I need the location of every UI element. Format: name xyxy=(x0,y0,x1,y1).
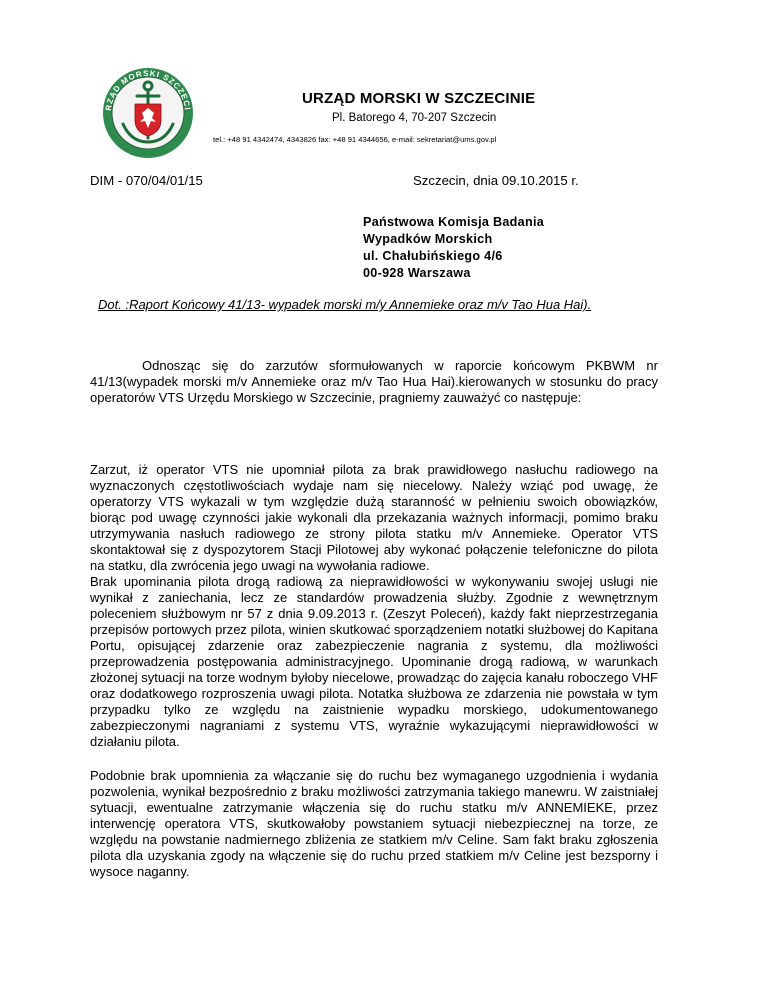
document-date: Szczecin, dnia 09.10.2015 r. xyxy=(413,173,579,188)
recipient-address xyxy=(363,214,544,282)
paragraph-argument xyxy=(90,462,658,750)
paragraph-conclusion: Podobnie brak upomnienia za włączanie się do ruchu bez wymaganego uzgodnienia i wydania pozwolenia, wynikał bezpośrednio z braku możliwości zatrzymania takiego manewru. W zaistniałej sytuacji, ewentualne zatrzymanie włączenia się do ruchu statku m/v ANNEMIEKE, przez interwencję operatora VTS, skutkowałoby powstaniem sytuacji niebezpiecznej na torze, ze względu na powstanie nadmiernego zbliżenia ze statkiem m/v Celine. Sam fakt braku zgłoszenia pilota dla uzyskania zgody na włączenie się do ruchu przed statkiem m/v Celine jest bezsporny i wysoce naganny. xyxy=(90,768,658,879)
office-name: URZĄD MORSKI W SZCZECINIE xyxy=(302,90,536,107)
recipient-line-3: ul. Chałubińskiego 4/6 xyxy=(363,249,503,263)
recipient-line-4: 00-928 Warszawa xyxy=(363,266,471,280)
paragraph-argument-part-2: Brak upominania pilota drogą radiową za nieprawidłowości w wykonywaniu swojej usługi nie wynikał z zaniechania, lecz ze standardów prowadzenia służby. Zgodnie z wewnętrznym poleceniem służbowym nr 57 z dnia 9.09.2013 r. (Zeszyt Poleceń), każdy fakt nieprzestrzegania przepisów portowych przez pilota, winien skutkować sporządzeniem notatki służbowej do Kapitana Portu, opisującej zdarzenie oraz zabezpieczenie nagrania z systemu, dla możliwości przeprowadzenia postępowania administracyjnego. Upominanie drogą radiową, w warunkach złożonej sytuacji na torze wodnym byłoby niecelowe, prowadząc do zajęcia kanału roboczego VHF oraz dodatkowego rozproszenia uwagi pilota. Notatka służbowa ze zdarzenia nie powstała w tym przypadku tylko ze względu na zaistnienie wypadku morskiego, udokumentowanego zabezpieczonymi nagraniami z systemu VTS, wyraźnie wykazującymi nieprawidłowości w działaniu pilota. xyxy=(90,574,658,749)
document-reference: DIM - 070/04/01/15 xyxy=(90,173,203,188)
office-seal-logo xyxy=(101,66,195,160)
office-address: Pl. Batorego 4, 70-207 Szczecin xyxy=(332,112,497,124)
recipient-line-2: Wypadków Morskich xyxy=(363,232,493,246)
office-contact: tel.: +48 91 4342474, 4343826 fax: +48 91 4344656, e-mail: sekretariat@ums.gov.pl xyxy=(213,135,497,144)
seal-text: RZĄD MORSKI SZCZECI xyxy=(103,68,192,112)
paragraph-intro: Odnosząc się do zarzutów sformułowanych w raporcie końcowym PKBWM nr 41/13(wypadek morski m/v Annemieke oraz m/v Tao Hua Hai).kierowanych w stosunku do pracy operatorów VTS Urzędu Morskiego w Szczecinie, pragniemy zauważyć co następuje: xyxy=(90,358,658,405)
paragraph-argument-part-1: Zarzut, iż operator VTS nie upomniał pilota za brak prawidłowego nasłuchu radiowego na wyznaczonych częstotliwościach wydaje nam się niecelowy. Należy wziąć pod uwagę, że operatorzy VTS wykazali w tym względzie dużą staranność w pełnieniu swoich obowiązków, biorąc pod uwagę czynności jakie wykonali dla przekazania ważnych informacji, pomimo braku utrzymywania nasłuch radiowego ze strony pilota statku m/v Annemieke. Operator VTS skontaktował się z dyspozytorem Stacji Pilotowej aby wykonać połączenie telefoniczne do pilota na statku, dla zwrócenia jego uwagi na wywołania radiowe. xyxy=(90,462,658,573)
subject-line: Dot. :Raport Końcowy 41/13- wypadek morski m/y Annemieke oraz m/v Tao Hua Hai). xyxy=(98,297,592,312)
recipient-line-1: Państwowa Komisja Badania xyxy=(363,215,545,229)
